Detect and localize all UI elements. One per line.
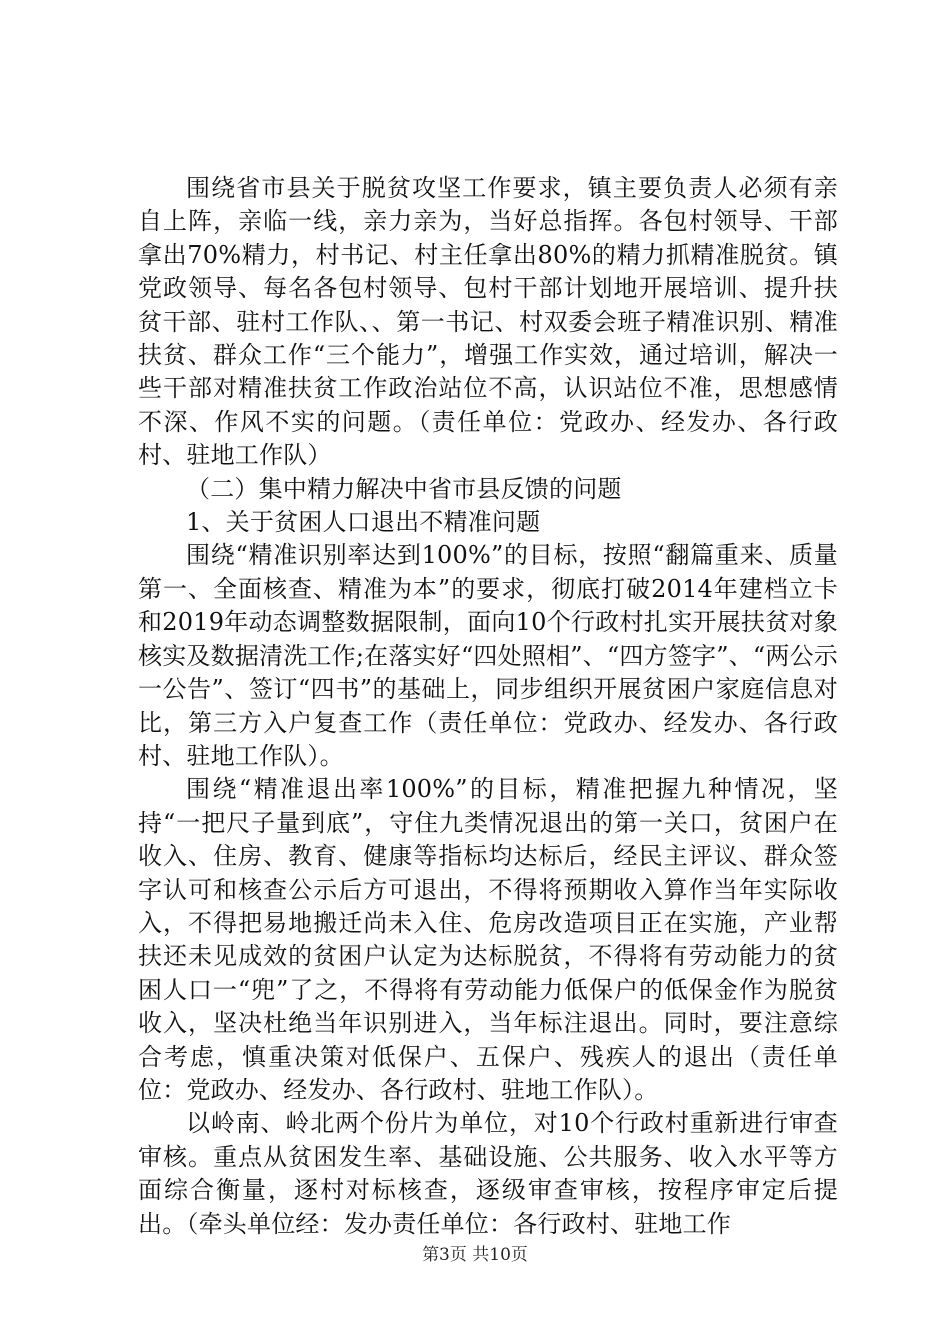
section-heading-2: （二）集中精力解决中省市县反馈的问题 (186, 474, 622, 503)
paragraph-exit: 围绕“精准退出率100%”的目标，精准把握九种情况，坚持“一把尺子量到底”，守住九类情况退出的第一关口，贫困户在收入、住房、教育、健康等指标均达标后，经民主评议、群众签字认可和核查公示后方可退出，不得将预期收入算作当年实际收入，不得把易地搬迁尚未入住、危房改造项目正在实施，产业帮扶还未见成效的贫困户认定为达标脱贫，不得将有劳动能力的贫困人口一“兜”了之，不得将有劳动能力低保户的低保金作为脱贫收入，坚决杜绝当年识别进入，当年标注退出。同时，要注意综合考虑，慎重决策对低保户、五保户、残疾人的退出（责任单位：党政办、经发办、各行政村、驻地工作队）。 (138, 775, 838, 1104)
paragraph-responsibility: 围绕省市县关于脱贫攻坚工作要求，镇主要负责人必须有亲自上阵，亲临一线，亲力亲为，当好总指挥。各包村领导、干部拿出70%精力，村书记、村主任拿出80%的精力抓精准脱贫。镇党政领导、每名各包村领导、包村干部计划地开展培训、提升扶贫干部、驻村工作队、、第一书记、村双委会班子精准识别、精准扶贫、群众工作“三个能力”，增强工作实效，通过培训，解决一些干部对精准扶贫工作政治站位不高，认识站位不准，思想感情不深、作风不实的问题。（责任单位：党政办、经发办、各行政村、驻地工作队） (138, 174, 838, 470)
page-footer: 第3页 共10页 (422, 1245, 528, 1265)
document-body (138, 172, 838, 1241)
paragraph-review: 以岭南、岭北两个份片为单位，对10个行政村重新进行审查审核。重点从贫困发生率、基础设施、公共服务、收入水平等方面综合衡量，逐村对标核查，逐级审查审核，按程序审定后提出。（牵头单位经：发办责任单位：各行政村、驻地工作 (138, 1109, 838, 1238)
subsection-heading-1: 1、关于贫困人口退出不精准问题 (186, 508, 541, 537)
paragraph-identification: 围绕“精准识别率达到100%”的目标，按照“翻篇重来、质量第一、全面核查、精准为本”的要求，彻底打破2014年建档立卡和2019年动态调整数据限制，面向10个行政村扎实开展扶贫对象核实及数据清洗工作;在落实好“四处照相”、“四方签字”、“两公示一公告”、签订“四书”的基础上，同步组织开展贫困户家庭信息对比，第三方入户复查工作（责任单位：党政办、经发办、各行政村、驻地工作队）。 (138, 541, 838, 770)
